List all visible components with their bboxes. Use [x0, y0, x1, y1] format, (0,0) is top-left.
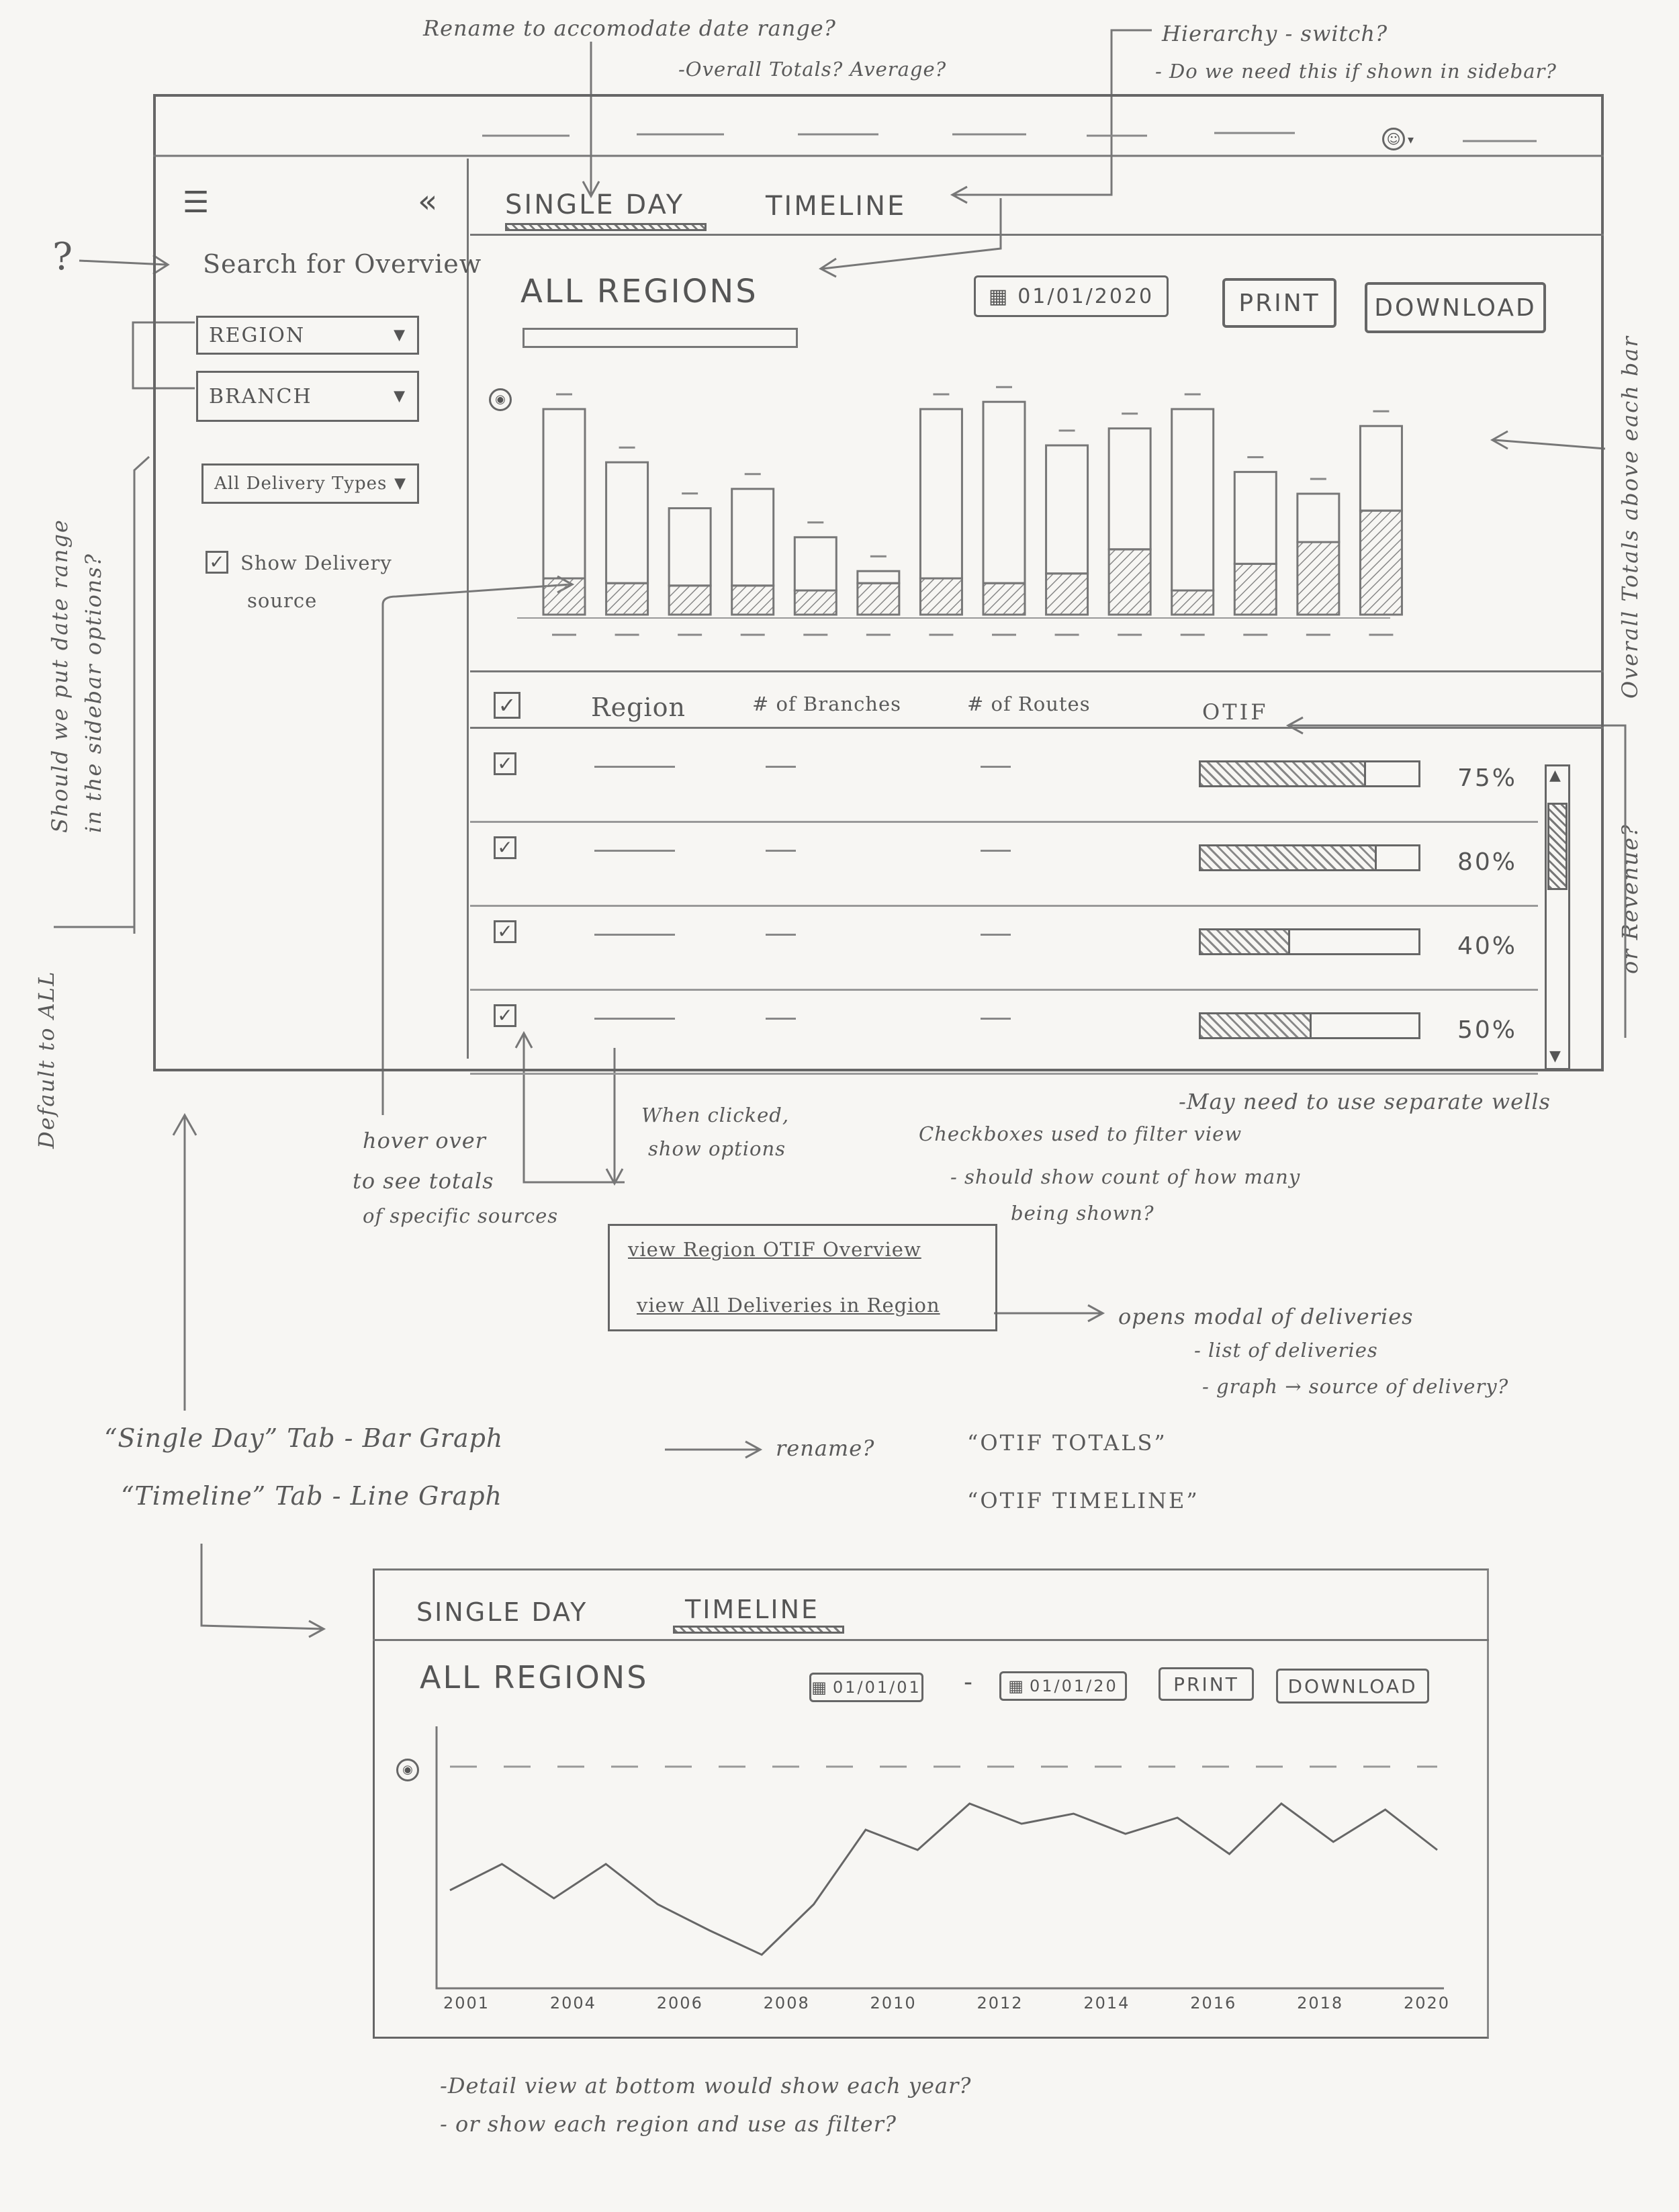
table-row[interactable] — [470, 991, 1538, 1075]
line-chart — [430, 1726, 1451, 2022]
annotation-otif-totals: “OTIF TOTALS” — [967, 1430, 1167, 1456]
timeline-end-date: 01/01/20 — [1029, 1677, 1118, 1695]
date-picker-button[interactable] — [974, 275, 1169, 317]
row-checkbox[interactable]: ✓ — [494, 752, 516, 775]
row-checkbox[interactable]: ✓ — [494, 920, 516, 943]
bar-segment-upper — [543, 409, 585, 578]
cell-placeholder — [594, 766, 675, 768]
branch-select-label: BRANCH — [209, 384, 312, 408]
tab-single-day[interactable]: SINGLE DAY — [505, 189, 685, 220]
tab-timeline[interactable]: TIMELINE — [766, 191, 907, 222]
timeline-tab-single-day[interactable]: SINGLE DAY — [416, 1597, 588, 1627]
show-delivery-source-checkbox[interactable]: ✓ — [206, 551, 228, 574]
bar-segment-lower — [795, 590, 836, 615]
bar-segment-upper — [606, 462, 648, 583]
x-tick-label: 2012 — [977, 1994, 1024, 2012]
bar-segment-upper — [795, 537, 836, 590]
bar-segment-lower — [1172, 590, 1214, 615]
annotation-overall-totals: Overall Totals above each bar — [1617, 335, 1643, 699]
bar-segment-lower — [1298, 542, 1339, 615]
annotation-hierarchy-switch: Hierarchy - switch? — [1162, 21, 1388, 46]
timeline-tab-active-indicator — [673, 1626, 844, 1634]
header-region[interactable]: Region — [591, 693, 686, 722]
timeline-print-button[interactable]: PRINT — [1159, 1667, 1254, 1701]
delivery-types-select[interactable] — [201, 463, 419, 504]
otif-progress-fill — [1201, 930, 1290, 953]
cell-placeholder — [594, 850, 675, 852]
table-row[interactable] — [470, 823, 1538, 907]
x-tick-label: 2018 — [1297, 1994, 1344, 2012]
bar-segment-upper — [1360, 426, 1402, 511]
bar-segment-lower — [1360, 511, 1402, 615]
bar-segment-lower — [1046, 574, 1088, 615]
annotation-being-shown: being shown? — [1011, 1202, 1154, 1225]
date-range-dash: - — [964, 1669, 972, 1696]
region-select[interactable] — [196, 316, 419, 355]
chevron-down-icon: ▼ — [394, 475, 406, 492]
header-branches[interactable]: # of Branches — [752, 693, 902, 715]
bar-segment-upper — [858, 571, 899, 583]
annotation-detail-view: -Detail view at bottom would show each year? — [440, 2073, 972, 2098]
table-row[interactable] — [470, 907, 1538, 991]
annotation-sidebar-date-range-sub: in the sidebar options? — [81, 553, 106, 833]
bar-segment-upper — [983, 402, 1025, 583]
user-menu-chevron-icon[interactable]: ▾ — [1408, 133, 1414, 147]
annotation-hover-over: hover over — [363, 1128, 486, 1153]
user-avatar-icon[interactable]: ☺ — [1382, 128, 1405, 150]
cell-placeholder — [981, 1018, 1011, 1020]
timeline-end-date-button[interactable] — [999, 1671, 1127, 1701]
show-delivery-source-label-2: source — [247, 589, 318, 612]
annotation-question-mark: ? — [52, 235, 74, 279]
otif-progress-bar — [1199, 1012, 1420, 1039]
annotation-hover-totals: to see totals — [353, 1168, 494, 1194]
timeline-download-button[interactable]: DOWNLOAD — [1276, 1669, 1429, 1704]
timeline-tab-timeline[interactable]: TIMELINE — [685, 1595, 820, 1624]
bar-segment-lower — [606, 583, 648, 615]
bar-segment-upper — [1046, 445, 1088, 574]
line-series — [450, 1804, 1437, 1955]
scrollbar-thumb[interactable] — [1547, 803, 1568, 890]
cell-placeholder — [981, 934, 1011, 936]
x-tick-label: 2001 — [443, 1994, 490, 2012]
timeline-info-icon[interactable]: ◉ — [396, 1759, 419, 1781]
bar-segment-lower — [1234, 564, 1276, 615]
bar-segment-upper — [732, 489, 774, 586]
cell-placeholder — [766, 1018, 796, 1020]
date-picker-value: 01/01/2020 — [1017, 284, 1154, 308]
tabs-divider — [470, 234, 1604, 236]
region-select-label: REGION — [209, 323, 306, 347]
annotation-rename-sub: -Overall Totals? Average? — [678, 58, 947, 81]
menu-item-all-deliveries[interactable]: view All Deliveries in Region — [637, 1294, 940, 1317]
otif-progress-fill — [1201, 1014, 1312, 1037]
bar-segment-lower — [858, 583, 899, 615]
bar-segment-lower — [920, 578, 962, 615]
row-checkbox[interactable]: ✓ — [494, 836, 516, 859]
branch-select[interactable] — [196, 371, 419, 422]
otif-value: 50% — [1457, 1016, 1518, 1044]
bar-segment-upper — [1172, 409, 1214, 590]
annotation-show-options: show options — [648, 1137, 786, 1160]
bar-chart — [517, 349, 1471, 652]
x-tick-label: 2004 — [549, 1994, 596, 2012]
timeline-page-title: ALL REGIONS — [420, 1659, 649, 1695]
annotation-rename: rename? — [776, 1435, 875, 1461]
cell-placeholder — [981, 766, 1011, 768]
timeline-start-date: 01/01/01 — [832, 1678, 921, 1697]
bar-segment-lower — [1109, 549, 1150, 615]
annotation-checkboxes-count: - should show count of how many — [950, 1165, 1301, 1188]
cell-placeholder — [594, 1018, 675, 1020]
page-title: ALL REGIONS — [520, 273, 758, 310]
annotation-or-revenue: or Revenue? — [1617, 823, 1643, 974]
otif-progress-fill — [1201, 846, 1377, 869]
chart-legend — [523, 328, 798, 348]
annotation-default-all: Default to ALL — [34, 970, 59, 1149]
bar-segment-lower — [543, 578, 585, 615]
calendar-icon: ▦ — [811, 1678, 829, 1697]
annotation-hover-sources: of specific sources — [363, 1204, 559, 1227]
download-button[interactable]: DOWNLOAD — [1365, 282, 1546, 333]
bar-segment-lower — [983, 583, 1025, 615]
collapse-sidebar-icon[interactable]: « — [418, 183, 438, 220]
otif-progress-bar — [1199, 928, 1420, 955]
header-routes[interactable]: # of Routes — [967, 693, 1091, 715]
otif-value: 80% — [1457, 848, 1518, 876]
x-tick-label: 2014 — [1083, 1994, 1130, 2012]
calendar-icon: ▦ — [988, 284, 1010, 308]
annotation-when-clicked: When clicked, — [641, 1104, 790, 1126]
header-otif[interactable]: OTIF — [1202, 699, 1269, 725]
table-row[interactable] — [470, 739, 1538, 823]
otif-value: 40% — [1457, 932, 1518, 960]
chevron-down-icon: ▼ — [394, 326, 406, 344]
menu-item-region-otif[interactable]: view Region OTIF Overview — [628, 1238, 921, 1261]
hamburger-menu-icon[interactable]: ☰ — [183, 185, 210, 220]
x-tick-label: 2010 — [870, 1994, 917, 2012]
bar-segment-lower — [669, 586, 711, 615]
annotation-hierarchy-sub: - Do we need this if shown in sidebar? — [1155, 60, 1557, 83]
cell-placeholder — [594, 934, 675, 936]
annotation-otif-timeline: “OTIF TIMELINE” — [967, 1488, 1199, 1513]
x-tick-label: 2006 — [656, 1994, 703, 2012]
bar-segment-lower — [732, 586, 774, 615]
annotation-timeline-tab: “Timeline” Tab - Line Graph — [121, 1481, 502, 1511]
scroll-up-icon[interactable]: ▲ — [1549, 767, 1561, 784]
chart-table-divider — [470, 670, 1604, 672]
bar-segment-upper — [669, 508, 711, 586]
tab-active-indicator — [505, 223, 707, 231]
scroll-down-icon[interactable]: ▼ — [1549, 1048, 1561, 1065]
bar-segment-upper — [1109, 429, 1150, 549]
annotation-separate-wells: -May need to use separate wells — [1179, 1089, 1551, 1114]
annotation-graph-source: - graph → source of delivery? — [1202, 1375, 1509, 1398]
bar-segment-upper — [920, 409, 962, 578]
delivery-types-label: All Delivery Types — [214, 474, 388, 494]
annotation-single-day-tab: “Single Day” Tab - Bar Graph — [104, 1423, 504, 1453]
annotation-sidebar-date-range: Should we put date range — [47, 519, 73, 833]
sidebar-title: Search for Overview — [203, 249, 482, 279]
cell-placeholder — [766, 766, 796, 768]
annotation-rename-date-range: Rename to accomodate date range? — [423, 15, 836, 41]
cell-placeholder — [766, 850, 796, 852]
bar-segment-upper — [1234, 472, 1276, 564]
otif-value: 75% — [1457, 764, 1518, 792]
calendar-icon: ▦ — [1008, 1677, 1026, 1695]
row-checkbox[interactable]: ✓ — [494, 1004, 516, 1027]
cell-placeholder — [766, 934, 796, 936]
otif-progress-bar — [1199, 844, 1420, 871]
select-all-checkbox[interactable]: ✓ — [494, 692, 520, 719]
cell-placeholder — [981, 850, 1011, 852]
annotation-checkboxes-filter: Checkboxes used to filter view — [919, 1122, 1242, 1145]
chevron-down-icon: ▼ — [394, 388, 406, 405]
print-button[interactable]: PRINT — [1222, 278, 1336, 328]
x-tick-label: 2020 — [1404, 1994, 1451, 2012]
bar-segment-upper — [1298, 494, 1339, 542]
table-header-divider — [470, 727, 1604, 729]
otif-progress-bar — [1199, 760, 1420, 787]
x-tick-label: 2008 — [763, 1994, 810, 2012]
annotation-each-region: - or show each region and use as filter? — [440, 2111, 897, 2137]
x-tick-label: 2016 — [1190, 1994, 1237, 2012]
timeline-start-date-button[interactable] — [809, 1673, 923, 1702]
annotation-opens-modal: opens modal of deliveries — [1118, 1304, 1414, 1329]
timeline-tabs-divider — [373, 1639, 1489, 1641]
show-delivery-source-label: Show Delivery — [240, 551, 392, 574]
chart-info-icon[interactable]: ◉ — [489, 388, 512, 411]
annotation-list-deliveries: - list of deliveries — [1194, 1339, 1378, 1362]
otif-progress-fill — [1201, 762, 1366, 785]
